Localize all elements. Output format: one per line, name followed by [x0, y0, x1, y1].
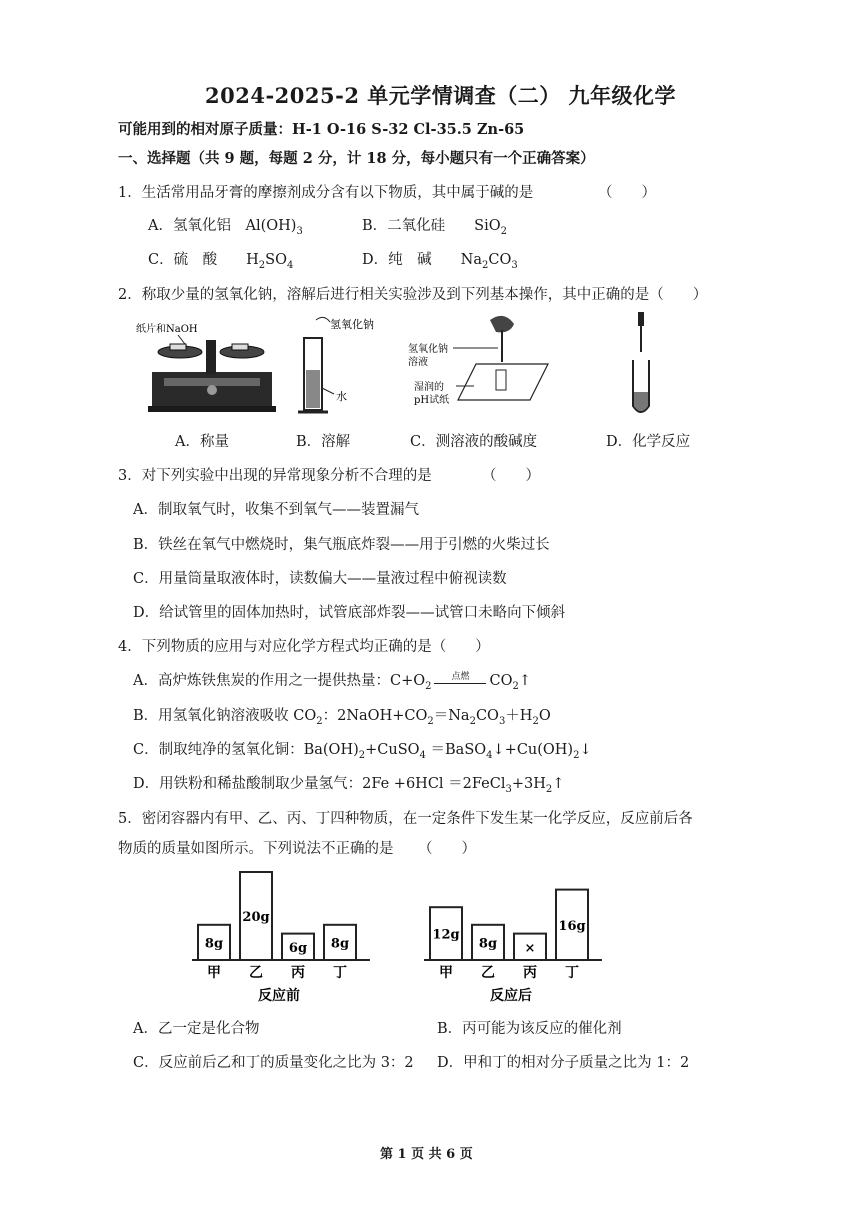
q2-option-b[interactable]: B．溶解	[296, 434, 351, 450]
q5-stem-line1: 5．密闭容器内有甲、乙、丙、丁四种物质，在一定条件下发生某一化学反应，反应前后各	[118, 811, 693, 827]
bar-value-label: 16g	[558, 918, 586, 934]
q2-option-d[interactable]: D．化学反应	[606, 434, 691, 450]
ph-paper-label: 湿润的 pH试纸	[414, 382, 450, 406]
q4-option-b[interactable]: B．用氢氧化钠溶液吸收 $CO_2$：$2NaOH+CO_2=Na_2CO_3+H_2O$	[133, 708, 551, 727]
q1-d-formula-a: Na	[460, 252, 482, 268]
q3-stem: 3．对下列实验中出现的异常现象分析不合理的是	[118, 468, 432, 484]
q1-c-label: C．硫 酸	[148, 252, 218, 268]
page-title: 2024-2025-2 单元学情调查（二） 九年级化学	[205, 83, 677, 108]
q1-a-formula: Al(OH)	[245, 218, 297, 234]
q4-a-product: CO	[489, 673, 513, 689]
q4-option-d[interactable]: D．用铁粉和稀盐酸制取少量氢气：$2Fe +6HCl =2FeCl_3+3H_2↑$	[133, 776, 565, 795]
q1-d-label: D．纯 碱	[362, 252, 432, 268]
water-label: 水	[336, 390, 347, 403]
q4-c-text: C．制取纯净的氢氧化铜：Ba(OH)	[133, 742, 359, 758]
chart-title: 反应后	[490, 988, 532, 1004]
q2-figures	[118, 310, 738, 430]
q1-option-a[interactable]: A．氢氧化铝 $Al(OH)_3$	[148, 218, 303, 237]
q2-option-c[interactable]: C．测溶液的酸碱度	[410, 434, 538, 450]
q1-option-b[interactable]: B．二氧化硅 SiO$_2$	[362, 218, 507, 237]
q3-option-c[interactable]: C．用量筒量取液体时，读数偏大——量液过程中俯视读数	[133, 571, 507, 587]
chart-after	[424, 890, 602, 1004]
q2-option-a[interactable]: A．称量	[175, 434, 229, 450]
q5-option-d[interactable]: D．甲和丁的相对分子质量之比为 1：2	[437, 1055, 690, 1071]
reaction-arrow	[434, 672, 486, 687]
q4-c-eq2: ＝BaSO	[430, 742, 487, 758]
chart-before	[192, 872, 370, 1004]
q3-option-b[interactable]: B．铁丝在氧气中燃烧时，集气瓶底炸裂——用于引燃的火柴过长	[133, 537, 550, 553]
q1-c-formula-a: H	[246, 252, 259, 268]
q5-option-a[interactable]: A．乙一定是化合物	[133, 1021, 260, 1037]
q4-d-text: D．用铁粉和稀盐酸制取少量氢气：2Fe +6HCl ＝2FeCl	[133, 776, 506, 792]
q1-stem: 1．生活常用品牙膏的摩擦剂成分含有以下物质，其中属于碱的是	[118, 185, 534, 201]
bar-value-label: 20g	[242, 910, 270, 925]
q4-d-eq3: ↑	[552, 776, 565, 792]
q3-paren: （ ）	[482, 468, 540, 484]
q4-option-c[interactable]: C．制取纯净的氢氧化铜：$Ba(OH)_2+CuSO_4$ $=BaSO_4↓+Cu(OH)_2↓$	[133, 742, 592, 761]
q3-option-a[interactable]: A．制取氧气时，收集不到氧气——装置漏气	[133, 502, 419, 518]
section-heading: 一、选择题（共 9 题，每题 2 分，计 18 分，每小题只有一个正确答案）	[118, 150, 595, 167]
q4-b-eq5: O	[538, 708, 551, 724]
q4-a-text: A．高炉炼铁焦炭的作用之一提供热量：C+O	[133, 673, 426, 689]
bar-value-label: 6g	[288, 940, 308, 956]
solution-label: 氢氧化钠溶液	[408, 344, 448, 368]
q4-b-eq3: CO	[475, 708, 499, 724]
q4-c-eq: +CuSO	[365, 742, 420, 758]
balance-figure	[136, 322, 276, 412]
q5-bar-charts	[180, 860, 620, 1010]
category-label: 乙	[481, 965, 495, 981]
q4-b-eq2: ＝Na	[433, 708, 470, 724]
bar-value-label: 8g	[478, 936, 498, 952]
naoh-label: 氢氧化钠	[330, 318, 374, 331]
q1-c-formula-b: SO	[265, 252, 287, 268]
category-label: 丁	[565, 965, 579, 981]
q1-b-formula: SiO	[474, 218, 501, 234]
q4-option-a[interactable]: A．高炉炼铁焦炭的作用之一提供热量：$C+O_2$ 点燃 $CO_2↑$	[133, 669, 531, 692]
category-label: 丙	[291, 965, 305, 981]
q2-stem: 2．称取少量的氢氧化钠，溶解后进行相关实验涉及到下列基本操作，其中正确的是（ ）	[118, 287, 708, 303]
q4-b-eq4: ＋H	[505, 708, 533, 724]
q4-c-eq3: ↓+Cu(OH)	[492, 742, 574, 758]
category-label: 丙	[523, 965, 537, 981]
bar-value-label: ×	[524, 940, 536, 956]
q4-b-text: B．用氢氧化钠溶液吸收 CO	[133, 708, 317, 724]
q4-stem: 4．下列物质的应用与对应化学方程式均正确的是（ ）	[118, 639, 490, 655]
category-label: 甲	[207, 965, 221, 981]
q5-option-b[interactable]: B．丙可能为该反应的催化剂	[437, 1021, 622, 1037]
q1-d-formula-b: CO	[488, 252, 512, 268]
reaction-condition: 点燃	[451, 672, 470, 682]
atomic-mass-line: 可能用到的相对原子质量：H-1 O-16 S-32 Cl-35.5 Zn-65	[118, 121, 525, 138]
bar-value-label: 12g	[432, 927, 460, 943]
chart-title: 反应前	[258, 988, 300, 1004]
category-label: 丁	[333, 965, 347, 981]
cylinder-figure	[298, 317, 374, 412]
category-label: 乙	[249, 965, 263, 981]
q1-b-label: B．二氧化硅	[362, 218, 446, 234]
test-tube-figure	[633, 312, 649, 412]
q1-a-label: A．氢氧化铝	[148, 218, 231, 234]
q4-c-eq4: ↓	[579, 742, 592, 758]
q1-option-c[interactable]: C．硫 酸 $H_2SO_4$	[148, 252, 294, 271]
q3-option-d[interactable]: D．给试管里的固体加热时，试管底部炸裂——试管口未略向下倾斜	[133, 605, 566, 621]
q4-d-eq2: +3H	[511, 776, 546, 792]
q5-paren: （ ）	[418, 841, 476, 857]
q1-paren: （ ）	[598, 185, 656, 201]
q4-b-eq: ：2NaOH+CO	[322, 708, 428, 724]
q5-stem-line2: 物质的质量如图所示。下列说法不正确的是	[118, 841, 394, 857]
paper-naoh-label: 纸片和NaOH	[136, 324, 198, 335]
bar-value-label: 8g	[330, 936, 350, 952]
q5-option-c[interactable]: C．反应前后乙和丁的质量变化之比为 3：2	[133, 1055, 414, 1071]
bar-value-label: 8g	[204, 936, 224, 952]
q1-option-d[interactable]: D．纯 碱 $Na_2CO_3$	[362, 252, 518, 271]
category-label: 甲	[439, 965, 453, 981]
page-footer: 第 1 页 共 6 页	[380, 1147, 473, 1162]
ph-figure	[408, 316, 548, 406]
